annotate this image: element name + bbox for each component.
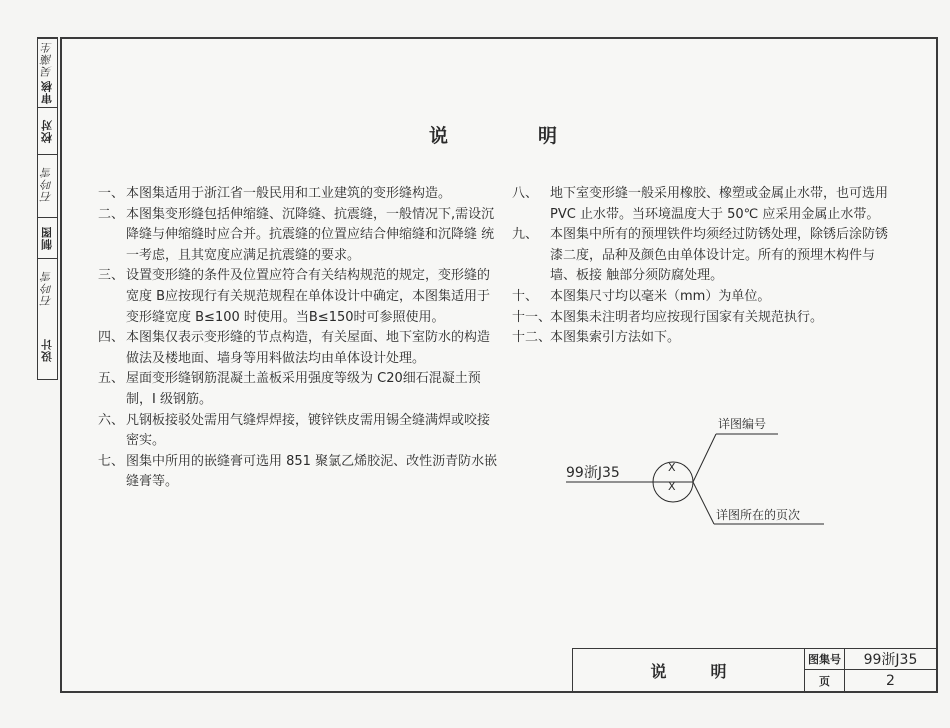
sign-signature: 石吟雪 (40, 270, 54, 307)
title-block-atlas-row (805, 649, 936, 670)
sign-cell-design (38, 321, 57, 379)
title-block-name-left: 说 (650, 661, 667, 681)
sign-cell-draw (38, 217, 57, 258)
note-text: 本图集索引方法如下。 (550, 330, 681, 346)
page-title-left: 说 (429, 125, 449, 147)
note-number: 九、 (512, 227, 539, 243)
sign-cell-draw-sig (38, 258, 57, 321)
note-item (98, 184, 498, 205)
title-block-page-row (805, 670, 936, 691)
note-text: 屋面变形缝钢筋混凝土盖板采用强度等级为 C20细石混凝土预制，I 级钢筋。 (126, 371, 481, 407)
note-text: 本图集适用于浙江省一般民用和工业建筑的变形缝构造。 (126, 186, 452, 201)
note-number: 四、 (98, 330, 125, 346)
page-title-right: 明 (537, 125, 557, 147)
sign-role: 审核 (40, 80, 54, 105)
index-page-number: X (668, 480, 676, 493)
sign-role: 制图 (40, 226, 54, 250)
note-text: 凡钢板接驳处需用气缝焊焊接，镀锌铁皮需用锡全缝满焊或咬接密实。 (126, 412, 491, 449)
note-number: 二、 (98, 206, 125, 222)
note-item (512, 184, 896, 225)
index-label-page: 详图所在的页次 (716, 508, 801, 522)
note-item (512, 328, 896, 349)
sign-cell-check (38, 107, 57, 154)
note-text: 设置变形缝的条件及位置应符合有关结构规范的规定，变形缝的宽度 B应按现行有关规范规程在单体设计中确定，本图集适用于变形缝宽度 B≤100 时使用。当B≤150时可参照使用。 (126, 268, 491, 325)
sign-role: 校对 (40, 119, 54, 143)
note-item (512, 225, 896, 287)
note-text: 本图集未注明者均应按现行国家有关规范执行。 (550, 309, 824, 325)
page-number-value: 2 (886, 672, 895, 689)
note-item (98, 411, 498, 452)
notes-right-column (512, 184, 896, 349)
title-block (572, 648, 936, 691)
note-item (98, 452, 498, 493)
sign-cell-check-sig (38, 154, 57, 217)
note-item (98, 369, 498, 410)
notes-left-column (98, 184, 498, 493)
index-reference-diagram (566, 414, 896, 544)
note-number: 十一、 (512, 309, 552, 325)
title-block-grid (805, 649, 936, 691)
note-number: 十二、 (512, 330, 552, 346)
note-text: 本图集仅表示变形缝的节点构造，有关屋面、地下室防水的构造做法及楼地面、墙身等用料做法均由单体设计处理。 (126, 330, 491, 366)
sign-role: 设计 (40, 338, 54, 362)
note-number: 六、 (98, 412, 125, 428)
note-number: 一、 (98, 186, 125, 201)
sign-signature: 吴藻生 (40, 41, 54, 78)
note-item (512, 287, 896, 308)
sign-cell-review (38, 38, 57, 107)
page-label: 页 (805, 670, 845, 691)
note-text: 本图集变形缝包括伸缩缝、沉降缝、抗震缝，一般情况下,需设沉降缝与伸缩缝时应合并。抗震缝的位置应结合伸缩缝和沉降缝 统一考虑，且其宽度应满足抗震缝的要求。 (126, 206, 495, 263)
title-block-name (573, 649, 805, 691)
note-number: 三、 (98, 268, 125, 284)
note-text: 地下室变形缝一般采用橡胶、橡塑或金属止水带，也可选用 PVC 止水带。当环境温度大于 50℃ 应采用金属止水带。 (550, 186, 889, 222)
index-atlas-code: 99浙J35 (566, 465, 620, 481)
note-text: 本图集尺寸均以毫米（mm）为单位。 (550, 288, 771, 304)
note-item (98, 266, 498, 328)
note-item (98, 205, 498, 267)
atlas-number-label: 图集号 (805, 649, 845, 669)
note-number: 八、 (512, 186, 539, 201)
page-title (429, 121, 557, 148)
note-item (512, 308, 896, 329)
title-block-name-right: 明 (710, 661, 727, 681)
atlas-number-value: 99浙J35 (863, 652, 918, 668)
note-text: 本图集中所有的预埋铁件均须经过防锈处理，除锈后涂防锈漆二度，品种及颜色由单体设计定。所有的预埋木构件与墙、板接 触部分须防腐处理。 (550, 227, 889, 284)
note-number: 七、 (98, 453, 125, 469)
index-detail-number: X (668, 461, 676, 474)
sign-signature: 石吟雪 (40, 166, 54, 203)
index-label-detail-number: 详图编号 (718, 417, 767, 431)
note-number: 十、 (512, 288, 539, 304)
signature-bar (37, 37, 58, 380)
note-item (98, 328, 498, 369)
note-number: 五、 (98, 371, 125, 387)
note-text: 图集中所用的嵌缝膏可选用 851 聚氯乙烯胶泥、改性沥青防水嵌缝膏等。 (126, 453, 498, 490)
